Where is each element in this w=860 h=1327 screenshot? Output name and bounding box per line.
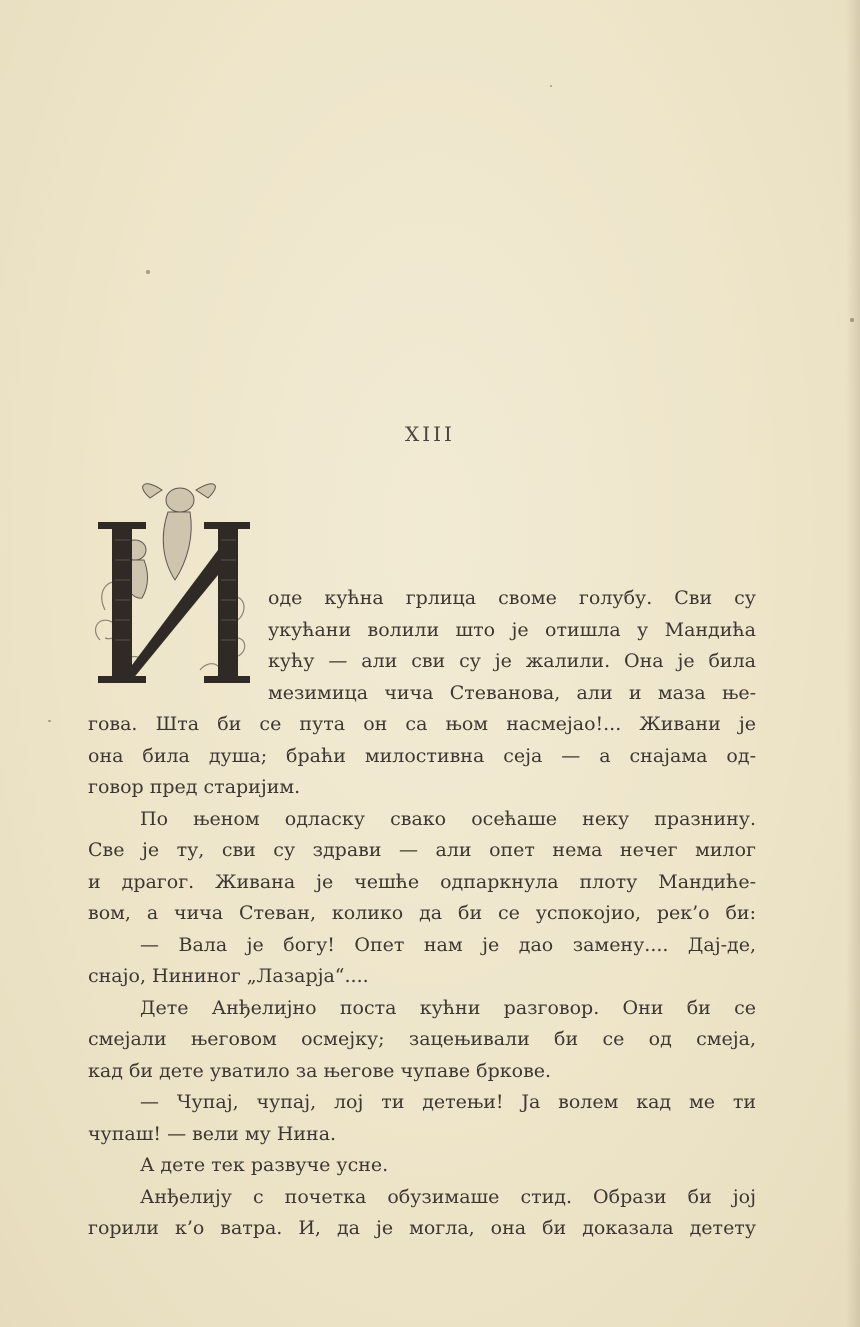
text-line: вом, а чича Стеван, колико да би се успокојио, рек’о би: (88, 902, 756, 924)
text-line: — Чупај, чупај, лој ти детењи! Ја волем кад ме ти (140, 1091, 756, 1113)
paper-speck (146, 270, 150, 274)
text-line: кућу — али сви су је жалили. Она је била (268, 650, 756, 672)
paper-speck (850, 318, 854, 322)
text-line: смејали његовом осмејку; зацењивали би се од смеја, (88, 1028, 756, 1050)
text-line: оде кућна грлица своме голубу. Сви су (268, 587, 756, 609)
text-line: и драгог. Живана је чешће одпаркнула плоту Мандиће- (88, 870, 756, 893)
text-line: горили к’о ватра. И, да је могла, она би доказала детету (88, 1217, 756, 1239)
page-edge-shadow (846, 0, 860, 1327)
text-line: снајо, Нининог „Лазарја“.... (88, 965, 369, 987)
text-line: Дете Анђелијно поста кућни разговор. Они би се (140, 996, 756, 1019)
text-line: кад би дете уватило за његове чупаве бркове. (88, 1059, 552, 1082)
text-line: Анђелију с почетка обузимаше стид. Образи би јој (140, 1185, 756, 1208)
paper-speck (48, 720, 51, 722)
text-line: Све је ту, сви су здрави — али опет нема нечег милог (88, 839, 756, 861)
text-line: чупаш! — вели му Нина. (88, 1122, 337, 1145)
text-line: — Вала је богу! Опет нам је дао замену.... Дај-де, (140, 933, 756, 956)
paper-speck (550, 85, 552, 87)
chapter-number: XIII (405, 422, 455, 446)
text-line: гова. Шта би се пута он са њом насмејао!... Живани је (88, 713, 756, 735)
text-line: А дете тек развуче усне. (140, 1154, 389, 1176)
body-text (88, 583, 756, 1245)
text-line: мезимица чича Стеванова, али и маза ње- (268, 681, 756, 704)
text-line: говор пред старијим. (88, 776, 301, 798)
text-line: По њеном одласку свако осећаше неку празнину. (140, 807, 756, 830)
text-line: укућани волили што је отишла у Мандића (268, 618, 756, 641)
text-line: она била душа; браћи милостивна сеја — а снајама од- (88, 744, 756, 767)
